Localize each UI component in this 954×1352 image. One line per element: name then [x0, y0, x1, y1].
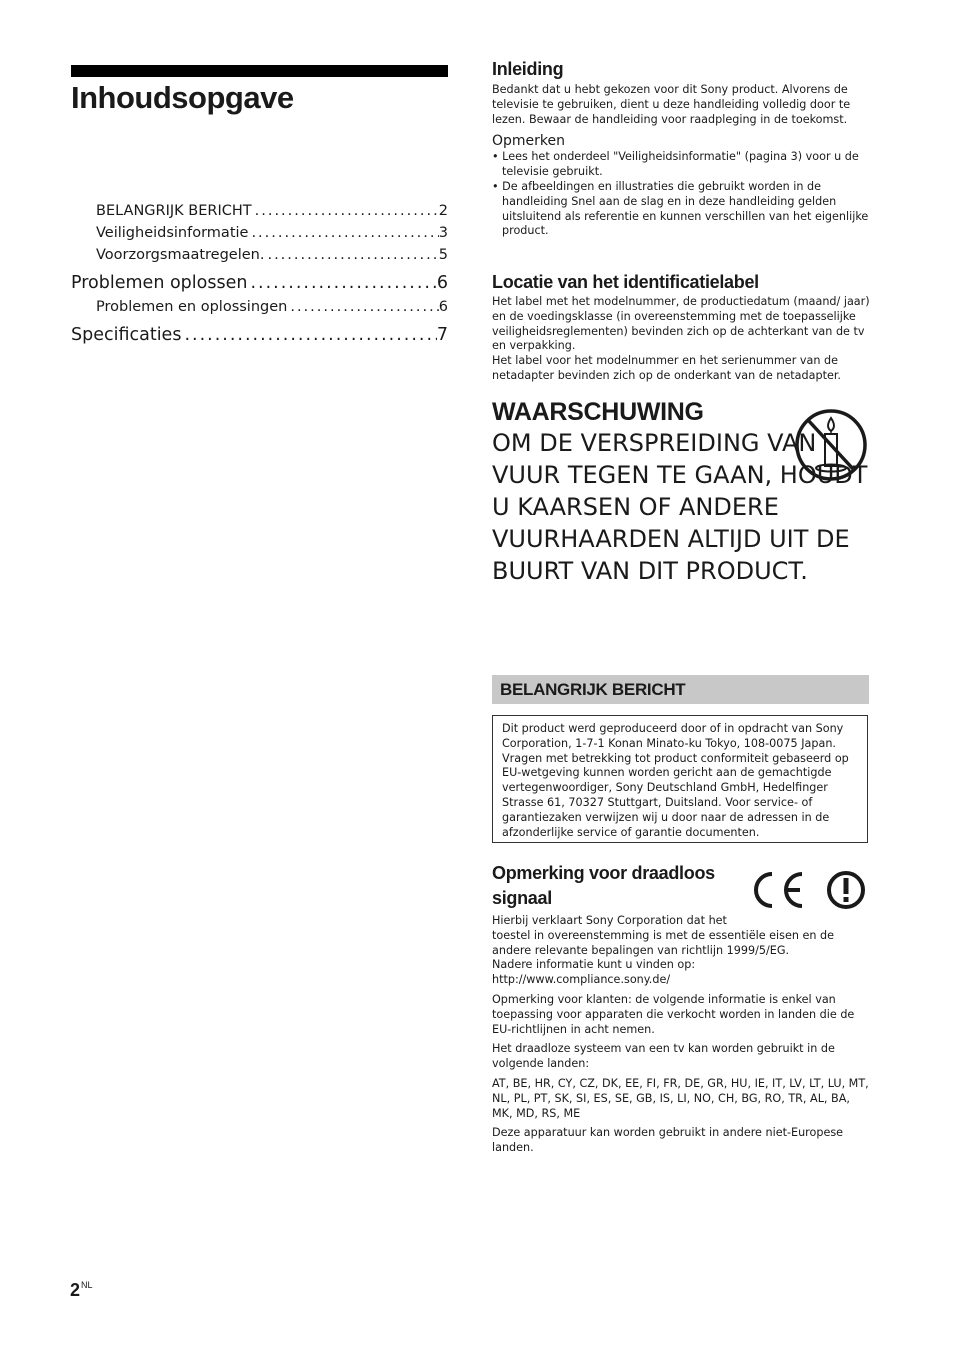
- toc-leader-dots: [264, 247, 438, 263]
- important-notice-text: Dit product werd geproduceerd door of in opdracht van Sony Corporation, 1-7-1 Konan Minato-ku Tokyo, 108-0075 Japan. Vragen met betrekking tot product conformiteit gebaseerd op EU-wetgeving kunnen worden gericht aan de gemachtigde vertegenwoordiger, Sony Deutschland GmbH, Hedelfinger Strasse 61, 70327 Stuttgart, Duitsland. Voor service- of garantiezaken verwijzen wij u door naar de adressen in de afzonderlijke service of garantie documenten.: [502, 722, 849, 839]
- alert-circle-icon: [826, 870, 866, 910]
- toc-entry-page: 5: [438, 247, 448, 263]
- table-of-contents: [71, 203, 448, 351]
- toc-entry-belangrijk-bericht[interactable]: [71, 203, 448, 225]
- toc-entry-page: 2: [438, 203, 448, 219]
- language-code: NL: [81, 1280, 93, 1290]
- toc-entry-page: 6: [436, 273, 448, 293]
- toc-entry-specificaties[interactable]: [71, 325, 448, 351]
- toc-title-bar: [71, 65, 448, 77]
- page-number-value: 2: [70, 1280, 81, 1300]
- toc-entry-problemen-en-oplossingen[interactable]: [71, 299, 448, 321]
- intro-text: Bedankt dat u hebt gekozen voor dit Sony product. Alvorens de televisie te gebruiken, dient u deze handleiding volledig door te lezen. Bewaar de handleiding voor raadpleging in de toekomst.: [492, 83, 851, 126]
- toc-entry-problemen-oplossen[interactable]: [71, 273, 448, 299]
- wireless-declaration-line: Hierbij verklaart Sony Corporation dat het: [492, 914, 727, 927]
- toc-leader-dots: [287, 299, 438, 315]
- important-notice-title: BELANGRIJK BERICHT: [500, 680, 686, 699]
- toc-entry-voorzorgsmaatregelen[interactable]: [71, 247, 448, 269]
- warning-text: OM DE VERSPREIDING VAN VUUR TEGEN TE GAAN, HOUDT U KAARSEN OF ANDERE VUURHAARDEN ALTIJD UIT DE BUURT VAN DIT PRODUCT.: [492, 429, 868, 585]
- toc-entry-label: Voorzorgsmaatregelen.: [96, 247, 265, 263]
- toc-leader-dots: [252, 203, 439, 219]
- toc-entry-label: BELANGRIJK BERICHT: [96, 203, 252, 219]
- wireless-declaration-text: toestel in overeenstemming is met de essentiële eisen en de andere relevante bepalingen van richtlijn 1999/5/EG.: [492, 928, 834, 957]
- page-number: [70, 1280, 93, 1301]
- important-notice-box: [492, 715, 868, 843]
- compliance-link[interactable]: http://www.compliance.sony.de/: [492, 973, 671, 987]
- toc-entry-label: Problemen oplossen: [71, 273, 248, 293]
- wireless-more-info: Nadere informatie kunt u vinden op:: [492, 958, 696, 972]
- wireless-body: [492, 914, 870, 1161]
- wireless-heading: Opmerking voor draadloos signaal: [492, 863, 715, 908]
- toc-entry-page: 3: [438, 225, 448, 241]
- label-location-text: Het label met het modelnummer, de productiedatum (maand/ jaar) en de voedingsklasse (in overeenstemming met de toepasselijke veiligheidsreglementen) bevinden zich op de achterkant van de tv en verpakking.: [492, 295, 870, 353]
- label-location-heading: Locatie van het identificatielabel: [492, 272, 759, 292]
- toc-entry-label: Veiligheidsinformatie: [96, 225, 249, 241]
- list-item: • De afbeeldingen en illustraties die gebruikt worden in de handleiding Snel aan de slag en in deze handleiding gelden uitsluitend als referentie en kunnen verschillen van het eigenlijke product.: [492, 180, 870, 239]
- list-item: • Lees het onderdeel "Veiligheidsinformatie" (pagina 3) voor u de televisie gebruikt.: [492, 150, 870, 180]
- toc-leader-dots: [247, 273, 436, 293]
- toc-entry-page: 6: [438, 299, 448, 315]
- important-notice-banner: [492, 675, 869, 704]
- wireless-countries-intro: Het draadloze systeem van een tv kan worden gebruikt in de volgende landen:: [492, 1042, 835, 1071]
- wireless-non-eu-note: Deze apparatuur kan worden gebruikt in andere niet-Europese landen.: [492, 1126, 844, 1155]
- toc-entry-label: Problemen en oplossingen: [96, 299, 288, 315]
- no-candles-icon: [794, 408, 868, 482]
- wireless-customer-note: Opmerking voor klanten: de volgende informatie is enkel van toepassing voor apparaten die verkocht worden in landen die de EU-richtlijnen in acht nemen.: [492, 992, 855, 1036]
- wireless-country-list: AT, BE, HR, CY, CZ, DK, EE, FI, FR, DE, GR, HU, IE, IT, LV, LT, LU, MT, NL, PL, PT, SK, SI, ES, SE, GB, IS, LI, NO, CH, BG, RO, TR, AL, BA, MK, MD, RS, ME: [492, 1076, 869, 1120]
- toc-entry-label: Specificaties: [71, 325, 182, 345]
- notes-heading: Opmerken: [492, 133, 566, 150]
- warning-title: WAARSCHUWING: [492, 398, 704, 426]
- intro-section: [492, 59, 870, 239]
- label-location-section: [492, 272, 870, 384]
- intro-heading: Inleiding: [492, 59, 564, 79]
- ce-mark-icon: [750, 870, 806, 910]
- toc-leader-dots: [181, 325, 436, 345]
- toc-leader-dots: [248, 225, 438, 241]
- toc-entry-veiligheidsinformatie[interactable]: [71, 225, 448, 247]
- toc-entry-page: 7: [436, 325, 448, 345]
- label-location-text-adapter: Het label voor het modelnummer en het serienummer van de netadapter bevinden zich op de onderkant van de netadapter.: [492, 354, 841, 382]
- toc-title: Inhoudsopgave: [71, 80, 294, 115]
- notes-list: [492, 150, 870, 239]
